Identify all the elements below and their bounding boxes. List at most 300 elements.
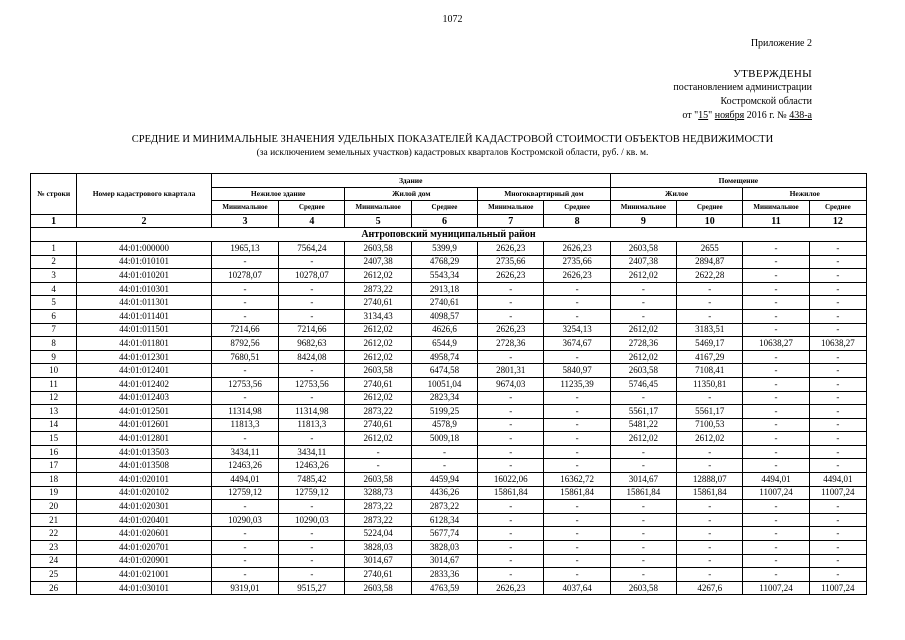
value-cell: - bbox=[544, 541, 610, 555]
value-cell: - bbox=[743, 418, 809, 432]
value-cell: 5481,22 bbox=[610, 418, 676, 432]
value-cell: 12753,56 bbox=[211, 377, 278, 391]
value-cell: 7214,66 bbox=[279, 323, 345, 337]
value-cell: 4267,6 bbox=[677, 581, 743, 595]
value-cell: 5009,18 bbox=[411, 432, 477, 446]
value-cell: - bbox=[677, 527, 743, 541]
row-number-cell: 14 bbox=[31, 418, 77, 432]
value-cell: - bbox=[211, 432, 278, 446]
quarter-number-cell: 44:01:020102 bbox=[77, 486, 212, 500]
value-cell: - bbox=[345, 459, 411, 473]
value-cell: - bbox=[279, 527, 345, 541]
value-cell: - bbox=[478, 405, 544, 419]
value-cell: - bbox=[743, 269, 809, 283]
value-cell: - bbox=[544, 350, 610, 364]
value-cell: 2873,22 bbox=[345, 513, 411, 527]
value-cell: - bbox=[610, 391, 676, 405]
value-cell: 3434,11 bbox=[279, 445, 345, 459]
value-cell: 11314,98 bbox=[279, 405, 345, 419]
row-number-cell: 13 bbox=[31, 405, 77, 419]
value-cell: 10278,07 bbox=[279, 269, 345, 283]
value-cell: - bbox=[809, 282, 866, 296]
row-number-cell: 15 bbox=[31, 432, 77, 446]
value-cell: 7564,24 bbox=[279, 241, 345, 255]
value-cell: 2740,61 bbox=[345, 377, 411, 391]
value-cell: - bbox=[544, 513, 610, 527]
value-cell: - bbox=[211, 309, 278, 323]
value-cell: - bbox=[478, 296, 544, 310]
value-cell: 2407,38 bbox=[345, 255, 411, 269]
quarter-number-cell: 44:01:020901 bbox=[77, 554, 212, 568]
table-row bbox=[31, 296, 867, 310]
value-cell: - bbox=[743, 405, 809, 419]
value-cell: - bbox=[677, 513, 743, 527]
value-cell: - bbox=[743, 364, 809, 378]
document-title: СРЕДНИЕ И МИНИМАЛЬНЫЕ ЗНАЧЕНИЯ УДЕЛЬНЫХ ПОКАЗАТЕЛЕЙ КАДАСТРОВОЙ СТОИМОСТИ ОБЪЕКТОВ НЕДВИЖИМОСТИ bbox=[131, 134, 774, 145]
value-cell: 4494,01 bbox=[743, 473, 809, 487]
table-row bbox=[31, 432, 867, 446]
quarter-number-cell: 44:01:020101 bbox=[77, 473, 212, 487]
value-cell: - bbox=[743, 432, 809, 446]
quarter-number-cell: 44:01:011301 bbox=[77, 296, 212, 310]
value-cell: 2801,31 bbox=[478, 364, 544, 378]
table-row bbox=[31, 282, 867, 296]
quarter-number-cell: 44:01:012401 bbox=[77, 364, 212, 378]
value-cell: - bbox=[478, 500, 544, 514]
table-row bbox=[31, 568, 867, 582]
value-cell: - bbox=[809, 350, 866, 364]
value-cell: 5224,04 bbox=[345, 527, 411, 541]
value-cell: - bbox=[809, 568, 866, 582]
table-row bbox=[31, 445, 867, 459]
value-cell: - bbox=[478, 527, 544, 541]
quarter-number-cell: 44:01:013508 bbox=[77, 459, 212, 473]
row-number-cell: 25 bbox=[31, 568, 77, 582]
quarter-number-cell: 44:01:010101 bbox=[77, 255, 212, 269]
table-row bbox=[31, 541, 867, 555]
value-cell: 2626,23 bbox=[478, 241, 544, 255]
column-number: 2 bbox=[77, 214, 212, 228]
value-cell: 2612,02 bbox=[345, 350, 411, 364]
table-row bbox=[31, 405, 867, 419]
value-cell: - bbox=[544, 500, 610, 514]
table-row bbox=[31, 309, 867, 323]
value-cell: 2603,58 bbox=[345, 473, 411, 487]
quarter-number-cell: 44:01:012501 bbox=[77, 405, 212, 419]
table-row bbox=[31, 473, 867, 487]
value-cell: - bbox=[677, 309, 743, 323]
district-row bbox=[31, 228, 867, 242]
value-cell: - bbox=[677, 296, 743, 310]
value-cell: - bbox=[544, 405, 610, 419]
value-cell: 2873,22 bbox=[345, 405, 411, 419]
value-cell: - bbox=[544, 568, 610, 582]
value-cell: - bbox=[809, 459, 866, 473]
value-cell: - bbox=[211, 255, 278, 269]
row-number-cell: 18 bbox=[31, 473, 77, 487]
value-cell: - bbox=[279, 309, 345, 323]
value-cell: - bbox=[411, 459, 477, 473]
row-number-cell: 20 bbox=[31, 500, 77, 514]
value-cell: 12463,26 bbox=[211, 459, 278, 473]
value-cell: 5561,17 bbox=[610, 405, 676, 419]
header-avg: Среднее bbox=[809, 201, 866, 215]
value-cell: - bbox=[677, 391, 743, 405]
header-min: Минимальное bbox=[478, 201, 544, 215]
row-number-cell: 26 bbox=[31, 581, 77, 595]
value-cell: - bbox=[743, 377, 809, 391]
value-cell: 12888,07 bbox=[677, 473, 743, 487]
value-cell: 2603,58 bbox=[345, 364, 411, 378]
value-cell: 5543,34 bbox=[411, 269, 477, 283]
table-row bbox=[31, 554, 867, 568]
value-cell: - bbox=[743, 282, 809, 296]
header-min: Минимальное bbox=[211, 201, 278, 215]
value-cell: 15861,84 bbox=[478, 486, 544, 500]
value-cell: - bbox=[677, 445, 743, 459]
table-row bbox=[31, 486, 867, 500]
value-cell: 4167,29 bbox=[677, 350, 743, 364]
value-cell: - bbox=[610, 445, 676, 459]
value-cell: - bbox=[809, 255, 866, 269]
value-cell: - bbox=[677, 554, 743, 568]
column-number: 8 bbox=[544, 214, 610, 228]
value-cell: - bbox=[411, 445, 477, 459]
value-cell: - bbox=[743, 513, 809, 527]
row-number-cell: 8 bbox=[31, 337, 77, 351]
column-number: 11 bbox=[743, 214, 809, 228]
value-cell: 15861,84 bbox=[677, 486, 743, 500]
quarter-number-cell: 44:01:020401 bbox=[77, 513, 212, 527]
column-number: 1 bbox=[31, 214, 77, 228]
value-cell: - bbox=[279, 432, 345, 446]
table-row bbox=[31, 500, 867, 514]
column-number: 10 bbox=[677, 214, 743, 228]
value-cell: 5561,17 bbox=[677, 405, 743, 419]
value-cell: 11007,24 bbox=[809, 581, 866, 595]
value-cell: - bbox=[610, 527, 676, 541]
value-cell: 7485,42 bbox=[279, 473, 345, 487]
value-cell: 5469,17 bbox=[677, 337, 743, 351]
value-cell: 2740,61 bbox=[345, 296, 411, 310]
value-cell: 3014,67 bbox=[411, 554, 477, 568]
table-row bbox=[31, 527, 867, 541]
row-number-cell: 1 bbox=[31, 241, 77, 255]
value-cell: - bbox=[809, 418, 866, 432]
value-cell: 2612,02 bbox=[610, 432, 676, 446]
value-cell: 5677,74 bbox=[411, 527, 477, 541]
header-avg: Среднее bbox=[544, 201, 610, 215]
value-cell: - bbox=[478, 391, 544, 405]
value-cell: - bbox=[544, 282, 610, 296]
value-cell: - bbox=[211, 364, 278, 378]
table-row bbox=[31, 391, 867, 405]
value-cell: 10278,07 bbox=[211, 269, 278, 283]
value-cell: - bbox=[743, 391, 809, 405]
value-cell: 2626,23 bbox=[478, 269, 544, 283]
value-cell: 2603,58 bbox=[610, 581, 676, 595]
value-cell: - bbox=[478, 541, 544, 555]
value-cell: - bbox=[279, 364, 345, 378]
value-cell: 2913,18 bbox=[411, 282, 477, 296]
value-cell: - bbox=[677, 459, 743, 473]
value-cell: 2740,61 bbox=[345, 418, 411, 432]
value-cell: 3254,13 bbox=[544, 323, 610, 337]
value-cell: 2735,66 bbox=[478, 255, 544, 269]
value-cell: 11007,24 bbox=[743, 486, 809, 500]
row-number-cell: 10 bbox=[31, 364, 77, 378]
value-cell: - bbox=[279, 568, 345, 582]
value-cell: - bbox=[743, 296, 809, 310]
row-number-cell: 17 bbox=[31, 459, 77, 473]
value-cell: - bbox=[610, 554, 676, 568]
quarter-number-cell: 44:01:011401 bbox=[77, 309, 212, 323]
value-cell: - bbox=[478, 282, 544, 296]
column-number: 12 bbox=[809, 214, 866, 228]
column-number: 3 bbox=[211, 214, 278, 228]
value-cell: - bbox=[211, 568, 278, 582]
value-cell: 4037,64 bbox=[544, 581, 610, 595]
value-cell: - bbox=[610, 296, 676, 310]
value-cell: 6474,58 bbox=[411, 364, 477, 378]
table-row bbox=[31, 350, 867, 364]
header-residential: Жилое bbox=[610, 187, 743, 201]
value-cell: 9319,01 bbox=[211, 581, 278, 595]
value-cell: - bbox=[743, 568, 809, 582]
value-cell: 7214,66 bbox=[211, 323, 278, 337]
value-cell: 2873,22 bbox=[411, 500, 477, 514]
quarter-number-cell: 44:01:020601 bbox=[77, 527, 212, 541]
header-building: Здание bbox=[211, 174, 610, 188]
value-cell: 2612,02 bbox=[610, 350, 676, 364]
header-avg: Среднее bbox=[411, 201, 477, 215]
quarter-number-cell: 44:01:020301 bbox=[77, 500, 212, 514]
value-cell: - bbox=[610, 309, 676, 323]
header-premises: Помещение bbox=[610, 174, 866, 188]
value-cell: - bbox=[478, 432, 544, 446]
table-row bbox=[31, 377, 867, 391]
value-cell: 3134,43 bbox=[345, 309, 411, 323]
quarter-number-cell: 44:01:010201 bbox=[77, 269, 212, 283]
quarter-number-cell: 44:01:020701 bbox=[77, 541, 212, 555]
table-row bbox=[31, 269, 867, 283]
value-cell: 4958,74 bbox=[411, 350, 477, 364]
value-cell: - bbox=[544, 296, 610, 310]
value-cell: 3183,51 bbox=[677, 323, 743, 337]
value-cell: - bbox=[345, 445, 411, 459]
value-cell: - bbox=[478, 513, 544, 527]
value-cell: 2655 bbox=[677, 241, 743, 255]
value-cell: - bbox=[743, 445, 809, 459]
column-number-row bbox=[31, 214, 867, 228]
value-cell: 11813,3 bbox=[211, 418, 278, 432]
value-cell: 3288,73 bbox=[345, 486, 411, 500]
row-number-cell: 7 bbox=[31, 323, 77, 337]
value-cell: - bbox=[809, 541, 866, 555]
value-cell: - bbox=[743, 241, 809, 255]
row-number-cell: 22 bbox=[31, 527, 77, 541]
value-cell: - bbox=[478, 554, 544, 568]
quarter-number-cell: 44:01:013503 bbox=[77, 445, 212, 459]
value-cell: - bbox=[544, 445, 610, 459]
date-prefix: от " bbox=[682, 110, 699, 121]
quarter-number-cell: 44:01:012601 bbox=[77, 418, 212, 432]
value-cell: 2873,22 bbox=[345, 282, 411, 296]
value-cell: 10051,04 bbox=[411, 377, 477, 391]
header-min: Минимальное bbox=[345, 201, 411, 215]
value-cell: - bbox=[544, 309, 610, 323]
value-cell: - bbox=[610, 282, 676, 296]
approved-line-1: постановлением администрации bbox=[673, 82, 812, 93]
date-day: 15 bbox=[698, 110, 709, 121]
value-cell: - bbox=[279, 500, 345, 514]
value-cell: - bbox=[211, 500, 278, 514]
value-cell: - bbox=[677, 568, 743, 582]
value-cell: - bbox=[544, 432, 610, 446]
quarter-number-cell: 44:01:012301 bbox=[77, 350, 212, 364]
cadastral-value-table bbox=[30, 173, 867, 595]
header-row-number: № строки bbox=[31, 174, 77, 215]
value-cell: 2603,58 bbox=[345, 581, 411, 595]
document-subtitle: (за исключением земельных участков) кадастровых кварталов Костромской области, руб. / кв. м. bbox=[256, 148, 649, 158]
row-number-cell: 12 bbox=[31, 391, 77, 405]
quarter-number-cell: 44:01:021001 bbox=[77, 568, 212, 582]
quarter-number-cell: 44:01:012801 bbox=[77, 432, 212, 446]
table-row bbox=[31, 323, 867, 337]
value-cell: 8792,56 bbox=[211, 337, 278, 351]
value-cell: - bbox=[677, 500, 743, 514]
value-cell: 5399,9 bbox=[411, 241, 477, 255]
value-cell: 9682,63 bbox=[279, 337, 345, 351]
value-cell: 2612,02 bbox=[345, 391, 411, 405]
value-cell: 15861,84 bbox=[610, 486, 676, 500]
value-cell: - bbox=[809, 527, 866, 541]
value-cell: 3014,67 bbox=[610, 473, 676, 487]
value-cell: - bbox=[279, 391, 345, 405]
value-cell: 4768,29 bbox=[411, 255, 477, 269]
value-cell: - bbox=[809, 364, 866, 378]
value-cell: 11813,3 bbox=[279, 418, 345, 432]
value-cell: - bbox=[610, 513, 676, 527]
value-cell: - bbox=[809, 296, 866, 310]
value-cell: - bbox=[544, 418, 610, 432]
value-cell: - bbox=[809, 323, 866, 337]
value-cell: - bbox=[544, 459, 610, 473]
value-cell: - bbox=[279, 255, 345, 269]
value-cell: 12463,26 bbox=[279, 459, 345, 473]
date-day-suffix: " bbox=[708, 110, 715, 121]
value-cell: 4459,94 bbox=[411, 473, 477, 487]
value-cell: 2740,61 bbox=[345, 568, 411, 582]
value-cell: 11007,24 bbox=[809, 486, 866, 500]
value-cell: 2626,23 bbox=[544, 241, 610, 255]
row-number-cell: 2 bbox=[31, 255, 77, 269]
value-cell: 2612,02 bbox=[345, 337, 411, 351]
row-number-cell: 9 bbox=[31, 350, 77, 364]
value-cell: - bbox=[279, 296, 345, 310]
value-cell: - bbox=[610, 568, 676, 582]
row-number-cell: 4 bbox=[31, 282, 77, 296]
value-cell: 12753,56 bbox=[279, 377, 345, 391]
value-cell: - bbox=[809, 241, 866, 255]
value-cell: 2603,58 bbox=[610, 241, 676, 255]
value-cell: 2612,02 bbox=[677, 432, 743, 446]
value-cell: 10290,03 bbox=[279, 513, 345, 527]
value-cell: - bbox=[478, 350, 544, 364]
header-avg: Среднее bbox=[279, 201, 345, 215]
value-cell: 2603,58 bbox=[610, 364, 676, 378]
value-cell: 5199,25 bbox=[411, 405, 477, 419]
value-cell: 2728,36 bbox=[478, 337, 544, 351]
date-month: ноября bbox=[714, 110, 745, 121]
value-cell: - bbox=[544, 554, 610, 568]
value-cell: - bbox=[743, 309, 809, 323]
value-cell: 3014,67 bbox=[345, 554, 411, 568]
value-cell: - bbox=[809, 554, 866, 568]
row-number-cell: 6 bbox=[31, 309, 77, 323]
decree-number: 438-а bbox=[789, 110, 812, 121]
value-cell: 6544,9 bbox=[411, 337, 477, 351]
table-row bbox=[31, 513, 867, 527]
page-number: 1072 bbox=[442, 14, 463, 25]
quarter-number-cell: 44:01:011501 bbox=[77, 323, 212, 337]
value-cell: 2612,02 bbox=[610, 323, 676, 337]
value-cell: - bbox=[211, 391, 278, 405]
value-cell: 2612,02 bbox=[345, 269, 411, 283]
value-cell: 4436,26 bbox=[411, 486, 477, 500]
value-cell: 2626,23 bbox=[478, 581, 544, 595]
value-cell: 4626,6 bbox=[411, 323, 477, 337]
table-row bbox=[31, 459, 867, 473]
value-cell: 9515,27 bbox=[279, 581, 345, 595]
value-cell: 2612,02 bbox=[610, 269, 676, 283]
quarter-number-cell: 44:01:030101 bbox=[77, 581, 212, 595]
value-cell: - bbox=[743, 323, 809, 337]
value-cell: 4098,57 bbox=[411, 309, 477, 323]
value-cell: 7108,41 bbox=[677, 364, 743, 378]
value-cell: - bbox=[809, 500, 866, 514]
value-cell: 7100,53 bbox=[677, 418, 743, 432]
header-house: Жилой дом bbox=[345, 187, 478, 201]
value-cell: 10638,27 bbox=[809, 337, 866, 351]
table-row bbox=[31, 418, 867, 432]
header-nonresidential-building: Нежилое здание bbox=[211, 187, 345, 201]
value-cell: - bbox=[544, 527, 610, 541]
value-cell: - bbox=[743, 350, 809, 364]
value-cell: 11350,81 bbox=[677, 377, 743, 391]
value-cell: - bbox=[809, 377, 866, 391]
value-cell: 1965,13 bbox=[211, 241, 278, 255]
value-cell: - bbox=[809, 391, 866, 405]
value-cell: 10290,03 bbox=[211, 513, 278, 527]
value-cell: - bbox=[478, 309, 544, 323]
row-number-cell: 5 bbox=[31, 296, 77, 310]
table-row bbox=[31, 241, 867, 255]
value-cell: - bbox=[478, 445, 544, 459]
value-cell: - bbox=[610, 541, 676, 555]
value-cell: 2626,23 bbox=[478, 323, 544, 337]
value-cell: - bbox=[211, 527, 278, 541]
value-cell: 2735,66 bbox=[544, 255, 610, 269]
header-min: Минимальное bbox=[743, 201, 809, 215]
value-cell: 12759,12 bbox=[279, 486, 345, 500]
value-cell: - bbox=[211, 554, 278, 568]
value-cell: - bbox=[743, 459, 809, 473]
quarter-number-cell: 44:01:000000 bbox=[77, 241, 212, 255]
header-avg: Среднее bbox=[677, 201, 743, 215]
value-cell: 6128,34 bbox=[411, 513, 477, 527]
value-cell: 8424,08 bbox=[279, 350, 345, 364]
